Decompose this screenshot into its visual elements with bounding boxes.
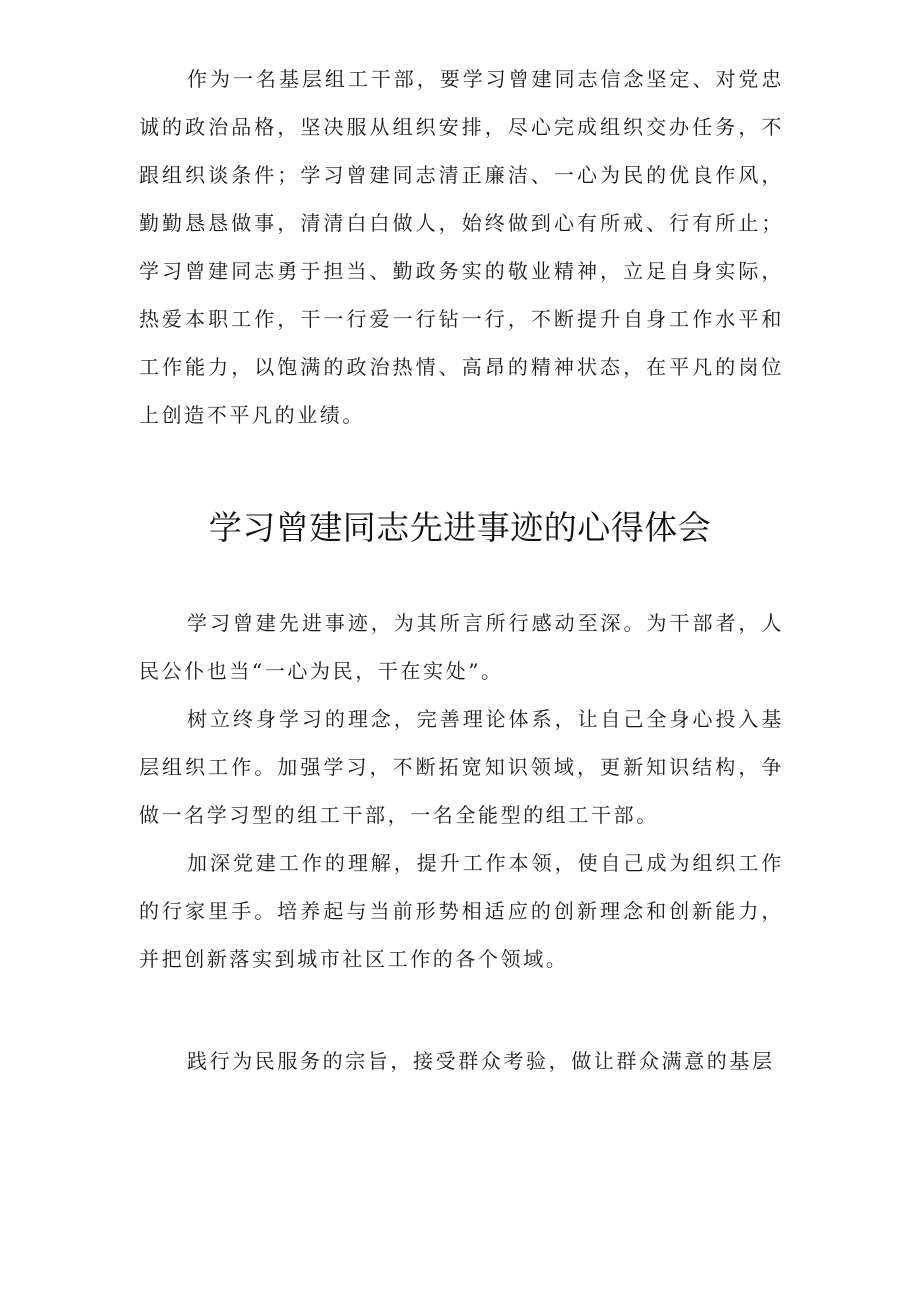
body-paragraph: 学习曾建先进事迹，为其所言所行感动至深。为干部者，人民公仆也当“一心为民，干在实处”。 xyxy=(139,611,784,683)
body-paragraph: 践行为民服务的宗旨，接受群众考验，做让群众满意的基层 xyxy=(187,1049,775,1073)
body-paragraph: 树立终身学习的理念，完善理论体系，让自己全身心投入基层组织工作。加强学习，不断拓宽知识领域，更新知识结构，争做一名学习型的组工干部，一名全能型的组工干部。 xyxy=(139,707,784,827)
body-paragraph: 加深党建工作的理解，提升工作本领，使自己成为组织工作的行家里手。培养起与当前形势相适应的创新理念和创新能力，并把创新落实到城市社区工作的各个领域。 xyxy=(139,851,784,971)
document-title: 学习曾建同志先进事迹的心得体会 xyxy=(208,508,712,547)
body-paragraph: 作为一名基层组工干部，要学习曾建同志信念坚定、对党忠诚的政治品格，坚决服从组织安排，尽心完成组织交办任务，不跟组织谈条件；学习曾建同志清正廉洁、一心为民的优良作风，勤勤恳恳做事，清清白白做人，始终做到心有所戒、行有所止；学习曾建同志勇于担当、勤政务实的敬业精神，立足自身实际，热爱本职工作，干一行爱一行钻一行，不断提升自身工作水平和工作能力，以饱满的政治热情、高昂的精神状态，在平凡的岗位上创造不平凡的业绩。 xyxy=(139,67,784,427)
